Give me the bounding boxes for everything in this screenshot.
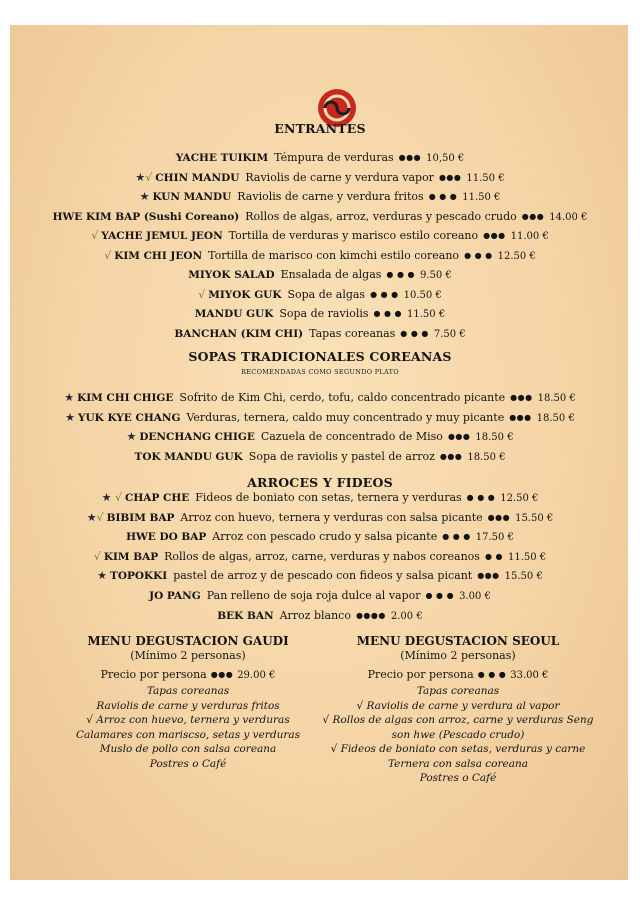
menu-item: [0, 529, 640, 546]
check-icon: √: [145, 170, 153, 184]
tasting-menu-course: Tapas coreanas: [146, 685, 230, 697]
section-title: ENTRANTES: [274, 121, 366, 136]
dish-name: DENCHANG CHIGE: [139, 431, 255, 443]
dish-price: 9.50 €: [419, 270, 452, 281]
dish-description: Rollos de algas, arroz, carne, verduras y nabos coreanos: [164, 549, 480, 563]
star-icon: ★: [101, 491, 112, 504]
dish-price: 18.50 €: [537, 393, 576, 404]
spice-level-dots: ● ● ●: [428, 192, 458, 201]
dish-name: HWE KIM BAP (Sushi Coreano): [52, 210, 240, 223]
menu-item: [0, 267, 640, 284]
menu-item: [0, 549, 640, 566]
dish-price: 11.00 €: [510, 231, 549, 242]
dish-name: TOK MANDU GUK: [134, 450, 243, 463]
dish-price: 12.50 €: [500, 493, 539, 504]
menu-item: [0, 189, 640, 206]
tasting-menu-course: √ Fideos de boniato con setas, verduras y carne: [330, 743, 586, 755]
spice-level-dots: ●●●: [438, 172, 462, 182]
dietary-icons: [135, 171, 152, 184]
dish-name: YUK KYE CHANG: [78, 411, 181, 424]
dish-price: 10.50 €: [403, 289, 442, 301]
check-icon: √: [104, 248, 112, 262]
check-icon: √: [91, 229, 99, 242]
spice-level-dots: ● ● ●: [425, 591, 455, 600]
tasting-menu-price: 33.00 €: [510, 670, 549, 681]
spice-level-dots: ● ●: [484, 551, 503, 561]
dish-name: CHAP CHE: [125, 492, 190, 504]
dish-description: Sofrito de Kim Chi, cerdo, tofu, caldo concentrado picante: [179, 391, 506, 404]
menu-item: [0, 429, 640, 446]
spice-level-dots: ●●●: [510, 393, 533, 402]
menu-item: [0, 608, 640, 625]
dish-price: 17.50 €: [475, 532, 514, 544]
menu-item: [0, 209, 640, 226]
tasting-menu-price: 29.00 €: [237, 670, 276, 681]
tasting-menu-course: √ Raviolis de carne y verdura al vapor: [356, 699, 560, 712]
dish-price: 18.50 €: [475, 432, 514, 443]
dish-name: MIYOK GUK: [208, 288, 282, 301]
spice-level-dots: ●●●: [521, 211, 545, 221]
tasting-menu: [318, 634, 598, 786]
spice-level-dots: ● ● ●: [464, 250, 493, 260]
tasting-menu-price-row: [48, 667, 328, 684]
dish-description: Cazuela de concentrado de Miso: [260, 430, 443, 443]
tasting-menu-course: Postres o Café: [419, 772, 497, 784]
dish-name: BIBIM BAP: [106, 511, 175, 524]
menu-item: [0, 150, 640, 167]
star-icon: ★: [65, 410, 76, 424]
menu-item: [0, 390, 640, 407]
dish-description: Sopa de raviolis y pastel de arroz: [248, 449, 435, 463]
spice-level-dots: ●●●: [439, 451, 463, 461]
dish-description: Tapas coreanas: [309, 326, 396, 340]
menu-item: [0, 490, 640, 507]
dish-name: KIM CHI CHIGE: [77, 392, 174, 404]
dish-description: Raviolis de carne y verdura vapor: [245, 170, 434, 184]
dish-description: Ensalada de algas: [280, 268, 382, 281]
dish-name: MIYOK SALAD: [188, 269, 275, 281]
menu-item: [0, 449, 640, 466]
dish-price: 11.50 €: [462, 192, 501, 203]
dietary-icons: [102, 491, 122, 504]
dish-price: 15.50 €: [515, 512, 554, 524]
dish-description: Arroz con pescado crudo y salsa picante: [212, 530, 438, 544]
menu-item: [0, 410, 640, 427]
menu-item: [0, 568, 640, 585]
dietary-icons: [91, 229, 98, 242]
dish-description: Verduras, ternera, caldo muy concentrado y muy picante: [186, 410, 505, 424]
menu-item: [0, 510, 640, 527]
dish-price: 2.00 €: [390, 610, 423, 622]
spice-level-dots: ●●●: [477, 571, 500, 581]
dietary-icons: [64, 391, 74, 404]
dish-description: Arroz blanco: [279, 608, 351, 622]
tasting-menu-title: MENU DEGUSTACION GAUDI: [87, 634, 289, 648]
spice-level-dots: ●●●: [483, 231, 506, 240]
dish-description: Tortilla de verduras y marisco estilo coreano: [228, 229, 479, 242]
dish-price: 18.50 €: [467, 451, 506, 463]
spice-level-dots: ●●●: [447, 432, 471, 441]
dish-description: Arroz con huevo, ternera y verduras con salsa picante: [180, 510, 483, 524]
tasting-menu-minimum: (Mínimo 2 personas): [130, 649, 246, 662]
dish-price: 11.50 €: [507, 551, 547, 563]
spice-level-dots: ● ● ●: [477, 670, 507, 679]
dish-name: MANDU GUK: [194, 308, 274, 320]
tasting-menu-course: √ Arroz con huevo, ternera y verduras: [86, 714, 290, 726]
tasting-menu-price-row: [318, 667, 598, 684]
menu-item: [0, 228, 640, 245]
dish-name: YACHE TUIKIM: [175, 152, 269, 164]
menu-item: [0, 588, 640, 605]
dish-price: 7.50 €: [433, 328, 466, 340]
spice-level-dots: ●●●: [487, 512, 511, 522]
spice-level-dots: ● ● ●: [442, 532, 471, 542]
dish-description: Fideos de boniato con setas, ternera y verduras: [195, 491, 462, 504]
dietary-icons: [104, 249, 111, 262]
tasting-menu-course: Tapas coreanas: [416, 685, 500, 697]
price-label: Precio por persona: [367, 668, 474, 681]
dish-name: BEK BAN: [217, 609, 274, 622]
section-title: ARROCES Y FIDEOS: [247, 475, 393, 490]
dietary-icons: [126, 430, 136, 443]
dish-description: Rollos de algas, arroz, verduras y pescado crudo: [245, 209, 517, 223]
dish-name: BANCHAN (KIM CHI): [174, 327, 304, 340]
tasting-menu: [48, 634, 328, 771]
menu-item: [0, 170, 640, 187]
check-icon: √: [96, 510, 104, 524]
check-icon: √: [93, 549, 101, 563]
spice-level-dots: ●●●: [509, 412, 532, 422]
section-subtitle: RECOMENDADAS COMO SEGUNDO PLATO: [241, 368, 399, 376]
dish-name: CHIN MANDU: [155, 171, 240, 184]
tasting-menu-course: Ternera con salsa coreana: [387, 757, 529, 770]
tasting-menu-minimum: (Mínimo 2 personas): [400, 649, 516, 662]
spice-level-dots: ● ● ●: [386, 270, 415, 279]
dietary-icons: [140, 190, 150, 203]
dish-name: KUN MANDU: [152, 191, 232, 203]
dietary-icons: [97, 569, 107, 582]
dish-description: Sopa de raviolis: [279, 307, 369, 320]
spice-level-dots: ● ● ●: [373, 309, 403, 318]
star-icon: ★: [135, 170, 146, 184]
menu-item: [0, 287, 640, 304]
star-icon: ★: [139, 190, 150, 203]
tasting-menu-course: √ Rollos de algas con arroz, carne y verduras Seng: [322, 714, 594, 726]
menu-item: [0, 326, 640, 343]
dish-name: HWE DO BAP: [126, 531, 207, 544]
tasting-menu-title: MENU DEGUSTACION SEOUL: [356, 634, 560, 648]
dish-price: 11.50 €: [466, 172, 505, 184]
tasting-menu-course: Raviolis de carne y verduras fritos: [96, 699, 280, 712]
spice-level-dots: ● ● ●: [466, 493, 496, 502]
dish-description: Témpura de verduras: [274, 151, 394, 164]
spice-level-dots: ●●●●: [355, 610, 386, 620]
tasting-menu-course: Muslo de pollo con salsa coreana: [99, 743, 277, 755]
star-icon: ★: [126, 430, 137, 443]
dish-name: KIM CHI JEON: [114, 249, 203, 262]
dish-price: 15.50 €: [504, 571, 543, 583]
check-icon: √: [115, 491, 123, 504]
dish-price: 18.50 €: [536, 412, 575, 424]
dish-description: Raviolis de carne y verdura fritos: [237, 190, 424, 203]
dish-price: 11.50 €: [407, 309, 446, 320]
spice-level-dots: ●●●: [210, 670, 234, 679]
dietary-icons: [65, 411, 75, 424]
price-label: Precio por persona: [100, 668, 207, 681]
spice-level-dots: ● ● ●: [400, 328, 429, 338]
dish-price: 12.50 €: [497, 250, 536, 262]
dish-name: YACHE JEMUL JEON: [101, 230, 223, 242]
dish-name: KIM BAP: [103, 550, 159, 563]
spice-level-dots: ●●●: [398, 153, 422, 162]
star-icon: ★: [86, 510, 97, 524]
dish-price: 14.00 €: [549, 211, 588, 223]
dish-description: Pan relleno de soja roja dulce al vapor: [206, 589, 421, 602]
menu-item: [0, 248, 640, 265]
spice-level-dots: ● ● ●: [370, 289, 399, 299]
star-icon: ★: [97, 569, 108, 583]
dish-name: JO PANG: [149, 590, 201, 602]
dietary-icons: [198, 288, 205, 301]
tasting-menu-course: son hwe (Pescado crudo): [391, 728, 525, 741]
check-icon: √: [198, 287, 206, 301]
dish-price: 3.00 €: [459, 591, 491, 602]
tasting-menu-course: Calamares con mariscso, setas y verduras: [75, 728, 301, 741]
menu-item: [0, 306, 640, 323]
tasting-menu-course: Postres o Café: [149, 757, 227, 770]
star-icon: ★: [64, 391, 75, 404]
dietary-icons: [87, 511, 104, 524]
dish-price: 10,50 €: [426, 153, 465, 164]
dish-description: Sopa de algas: [287, 287, 366, 301]
section-title: SOPAS TRADICIONALES COREANAS: [188, 349, 452, 364]
dietary-icons: [94, 550, 101, 563]
dish-description: pastel de arroz y de pescado con fideos y salsa picant: [173, 569, 473, 583]
dish-name: TOPOKKI: [110, 570, 168, 583]
dish-description: Tortilla de marisco con kimchi estilo coreano: [208, 248, 460, 262]
